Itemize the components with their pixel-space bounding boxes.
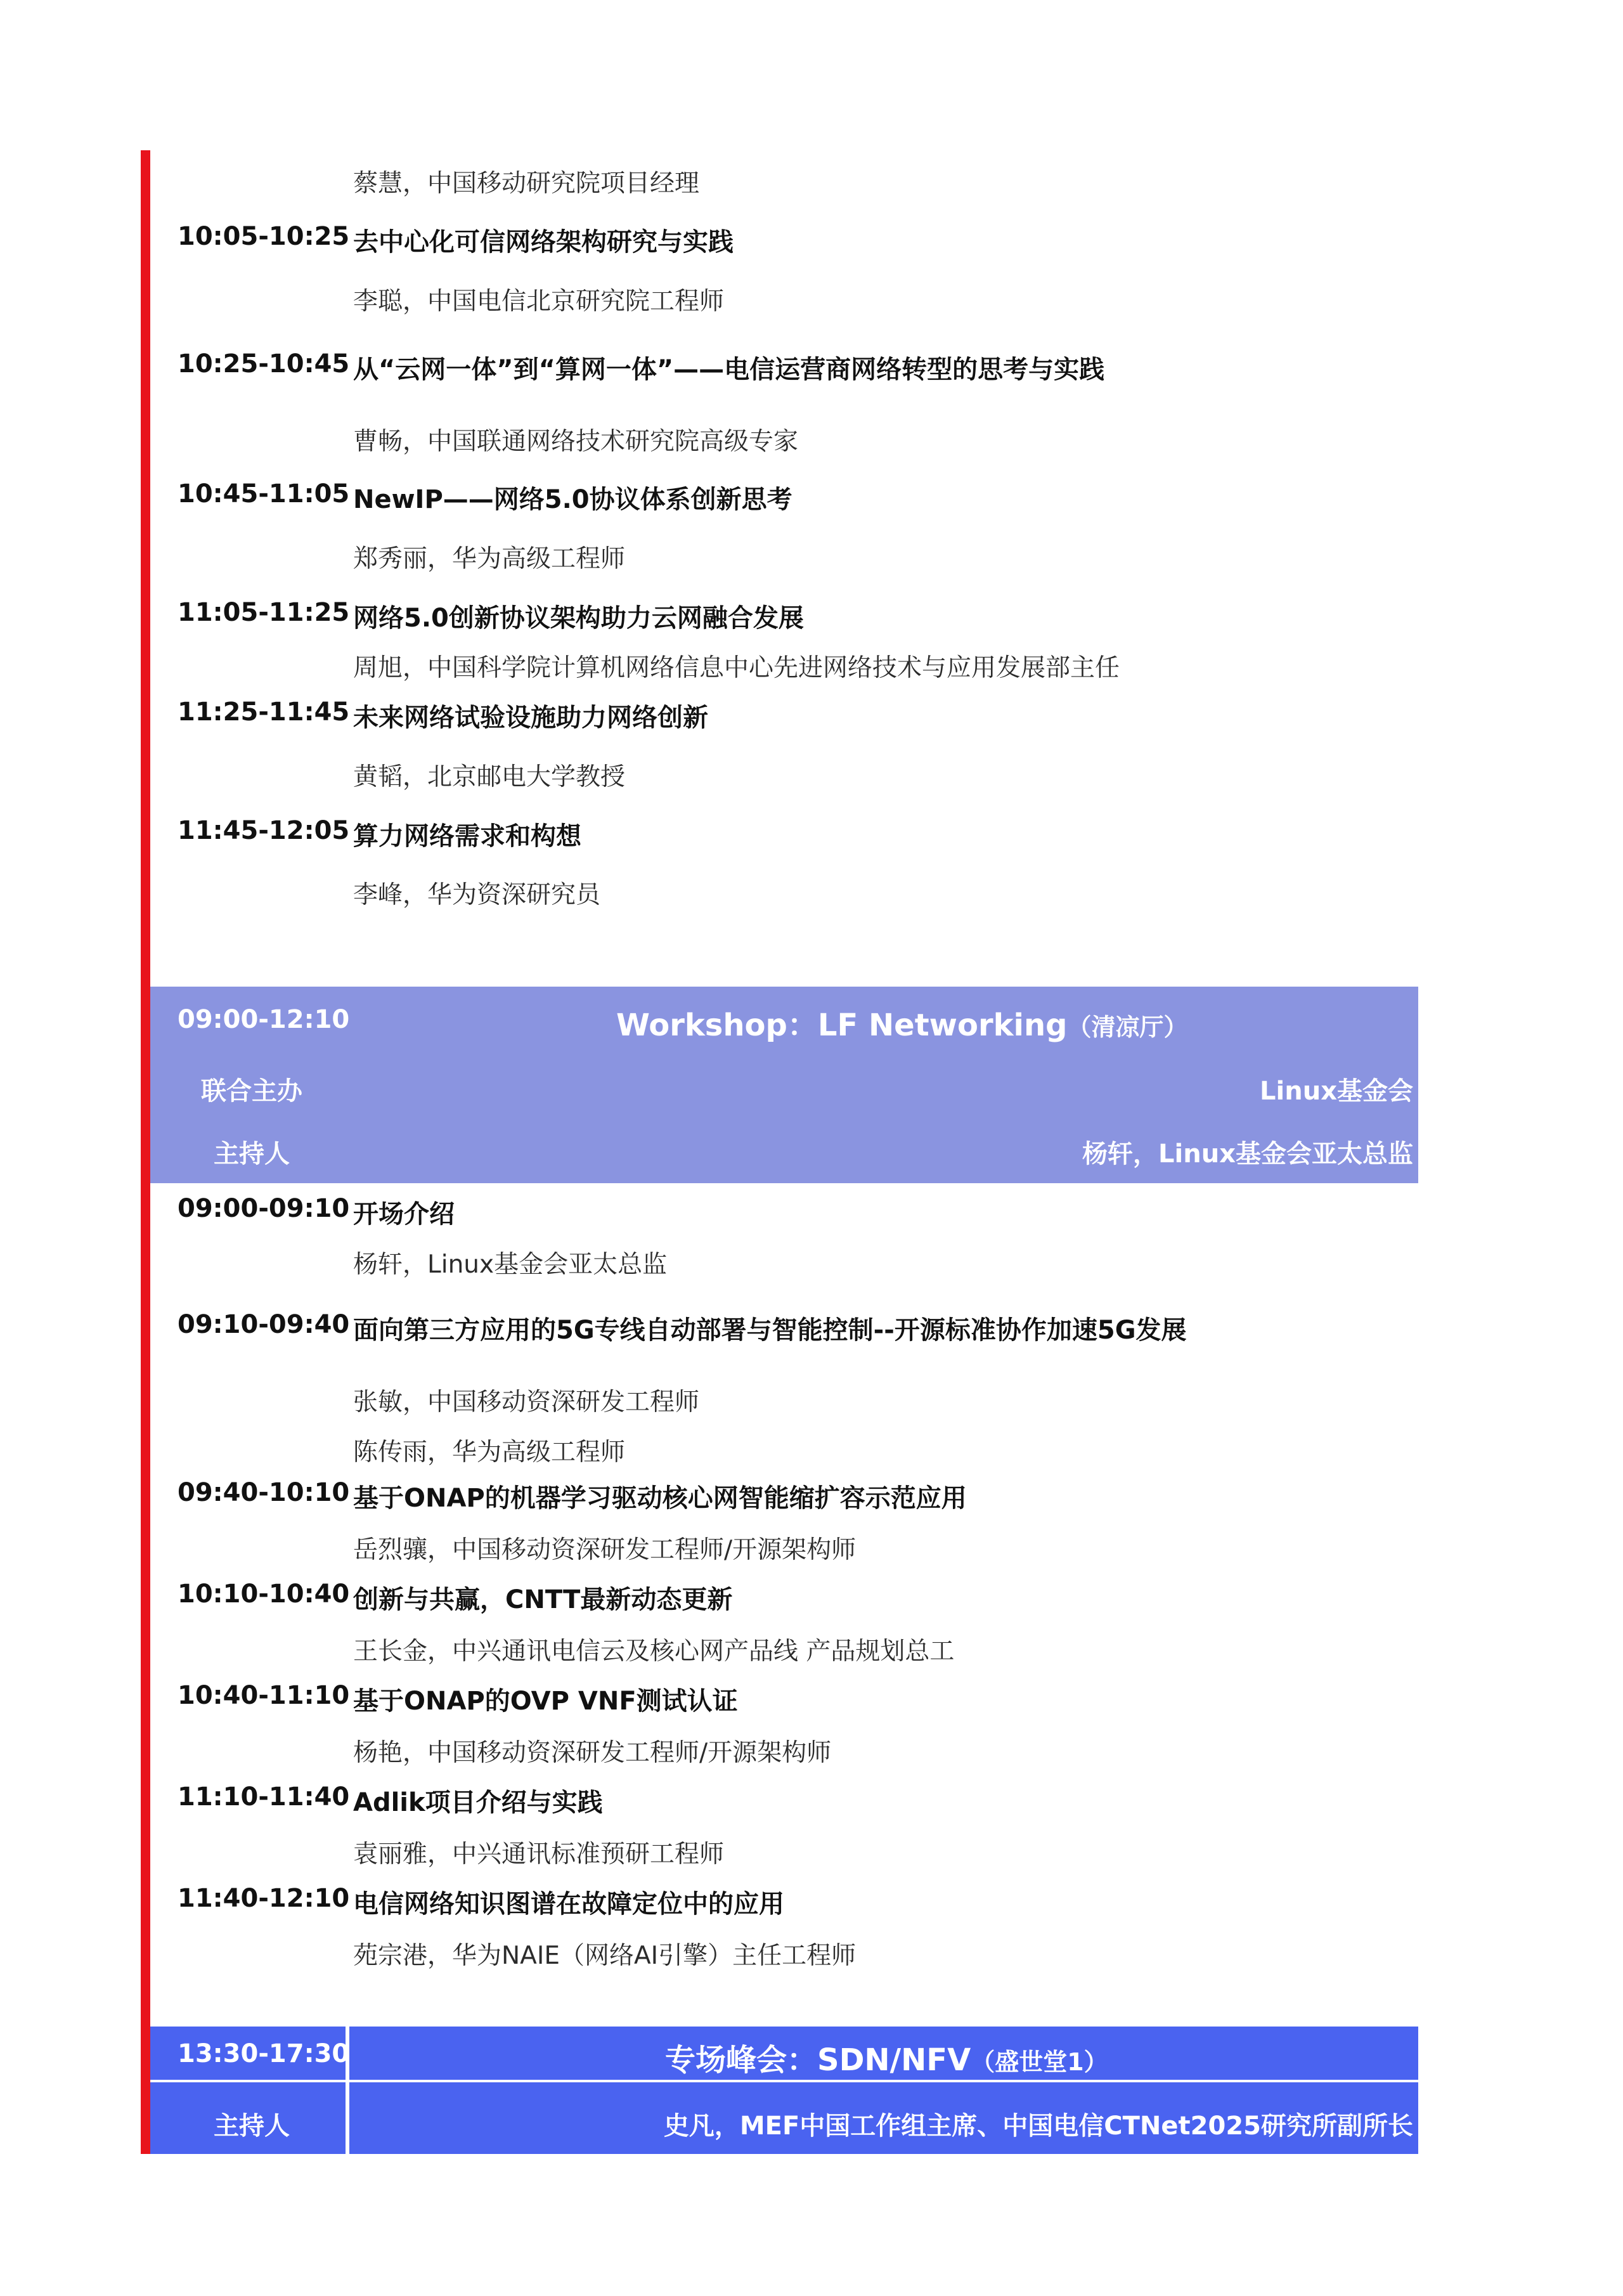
host-label: 主持人 bbox=[214, 2111, 290, 2141]
talk-title: 从“云网一体”到“算网一体”——电信运营商网络转型的思考与实践 bbox=[353, 355, 1105, 384]
talk-title: 基于ONAP的机器学习驱动核心网智能缩扩容示范应用 bbox=[353, 1484, 967, 1513]
speaker-line: 张敏，中国移动资深研发工程师 bbox=[353, 1388, 700, 1417]
host-label: 主持人 bbox=[214, 1139, 290, 1169]
talk-title: 未来网络试验设施助力网络创新 bbox=[353, 703, 708, 732]
agenda-time: 09:10-09:40 bbox=[178, 1310, 350, 1339]
talk-title: NewIP——网络5.0协议体系创新思考 bbox=[353, 485, 792, 514]
speaker-line: 杨轩，Linux基金会亚太总监 bbox=[353, 1250, 668, 1279]
host-value: 杨轩，Linux基金会亚太总监 bbox=[1082, 1139, 1413, 1169]
speaker-line: 李聪，中国电信北京研究院工程师 bbox=[353, 287, 725, 316]
speaker-line: 郑秀丽，华为高级工程师 bbox=[353, 545, 626, 573]
workshop-header-band bbox=[150, 987, 1418, 1183]
speaker-line: 王长金，中兴通讯电信云及核心网产品线 产品规划总工 bbox=[353, 1637, 955, 1666]
agenda-time: 10:40-11:10 bbox=[178, 1681, 350, 1710]
speaker-line: 曹畅，中国联通网络技术研究院高级专家 bbox=[353, 427, 799, 456]
agenda-time: 09:00-09:10 bbox=[178, 1194, 350, 1223]
summit-header-band bbox=[150, 2027, 1418, 2154]
agenda-time: 11:45-12:05 bbox=[178, 816, 350, 845]
workshop-title: Workshop：LF Networking bbox=[616, 1008, 1068, 1043]
workshop-heading bbox=[616, 1001, 1188, 1044]
summit-heading bbox=[665, 2035, 1108, 2079]
agenda-time: 10:45-11:05 bbox=[178, 479, 350, 509]
workshop-time: 09:00-12:10 bbox=[178, 1005, 350, 1034]
talk-title: 网络5.0创新协议架构助力云网融合发展 bbox=[353, 604, 804, 633]
left-accent-bar bbox=[141, 150, 150, 2154]
talk-title: 基于ONAP的OVP VNF测试认证 bbox=[353, 1687, 738, 1716]
agenda-time: 11:40-12:10 bbox=[178, 1884, 350, 1913]
talk-title: 去中心化可信网络架构研究与实践 bbox=[353, 228, 734, 257]
speaker-line: 杨艳，中国移动资深研发工程师/开源架构师 bbox=[353, 1739, 832, 1767]
agenda-time: 10:05-10:25 bbox=[178, 222, 350, 251]
talk-title: 面向第三方应用的5G专线自动部署与智能控制--开源标准协作加速5G发展 bbox=[353, 1316, 1187, 1345]
agenda-time: 09:40-10:10 bbox=[178, 1478, 350, 1507]
talk-title: Adlik项目介绍与实践 bbox=[353, 1788, 603, 1817]
agenda-time: 10:25-10:45 bbox=[178, 349, 350, 379]
organizer-value: Linux基金会 bbox=[1260, 1077, 1413, 1106]
workshop-venue: （清凉厅） bbox=[1067, 1013, 1188, 1041]
speaker-line: 岳烈骧，中国移动资深研发工程师/开源架构师 bbox=[353, 1536, 857, 1564]
agenda-time: 10:10-10:40 bbox=[178, 1579, 350, 1609]
speaker-line: 陈传雨，华为高级工程师 bbox=[353, 1438, 626, 1467]
talk-title: 创新与共赢，CNTT最新动态更新 bbox=[353, 1585, 733, 1614]
summit-title: 专场峰会：SDN/NFV bbox=[665, 2042, 971, 2078]
speaker-line: 苑宗港，华为NAIE（网络AI引擎）主任工程师 bbox=[353, 1942, 857, 1970]
speaker-line: 李峰，华为资深研究员 bbox=[353, 881, 601, 909]
speaker-line: 黄韬，北京邮电大学教授 bbox=[353, 763, 626, 791]
agenda-time: 11:05-11:25 bbox=[178, 598, 350, 627]
agenda-time: 11:25-11:45 bbox=[178, 697, 350, 727]
summit-time: 13:30-17:30 bbox=[178, 2039, 350, 2068]
talk-title: 开场介绍 bbox=[353, 1200, 455, 1229]
talk-title: 算力网络需求和构想 bbox=[353, 822, 581, 851]
host-value: 史凡，MEF中国工作组主席、中国电信CTNet2025研究所副所长 bbox=[663, 2111, 1413, 2141]
agenda-time: 11:10-11:40 bbox=[178, 1782, 350, 1812]
speaker-line: 蔡慧，中国移动研究院项目经理 bbox=[353, 169, 700, 198]
summit-venue: （盛世堂1） bbox=[971, 2048, 1108, 2076]
summit-row-divider bbox=[150, 2080, 1418, 2082]
speaker-line: 周旭，中国科学院计算机网络信息中心先进网络技术与应用发展部主任 bbox=[353, 654, 1120, 682]
talk-title: 电信网络知识图谱在故障定位中的应用 bbox=[353, 1890, 784, 1919]
organizer-label: 联合主办 bbox=[201, 1077, 302, 1106]
speaker-line: 袁丽雅，中兴通讯标准预研工程师 bbox=[353, 1840, 725, 1869]
